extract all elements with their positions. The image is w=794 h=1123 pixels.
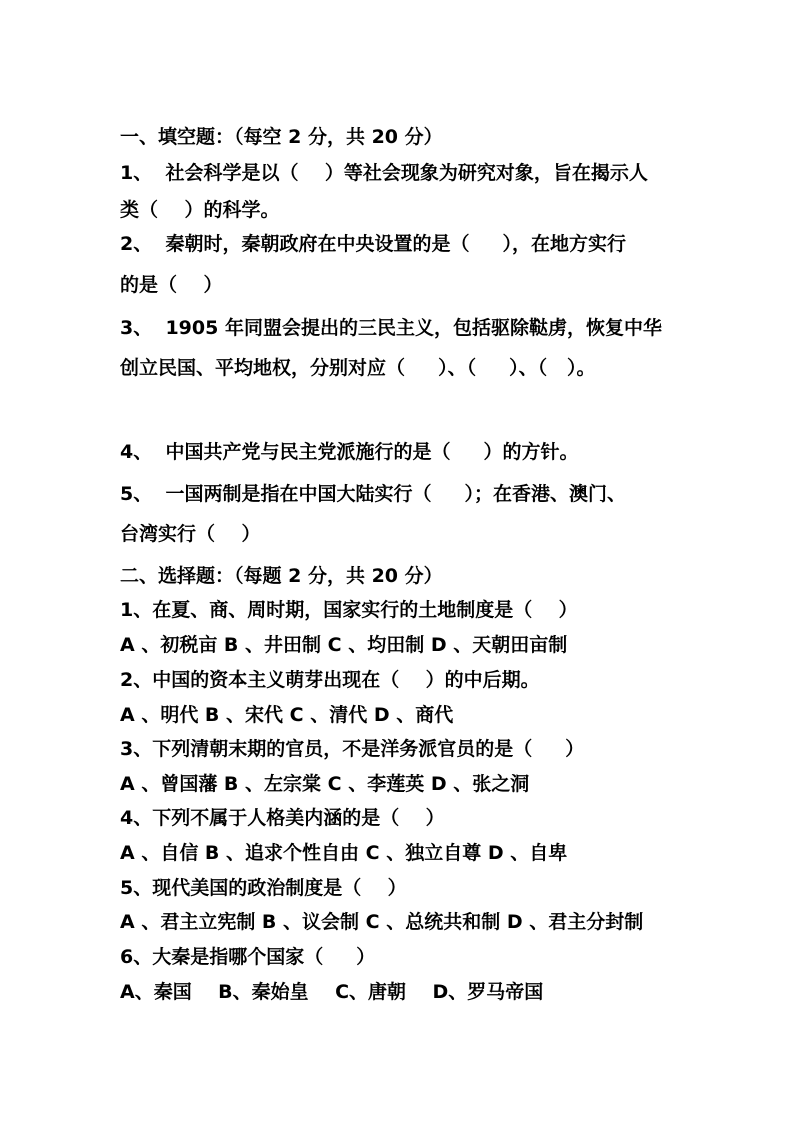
s1-q5-line2: 台湾实行（ ） bbox=[120, 523, 261, 545]
s2-q4-question: 4、下列不属于人格美内涵的是（ ） bbox=[120, 807, 445, 829]
section1-heading: 一、填空题：（每空 2 分，共 20 分） bbox=[120, 126, 443, 148]
s1-q3-line2: 创立民国、平均地权，分别对应（ ）、（ ）、（ ）。 bbox=[120, 357, 596, 379]
s1-q2-line1: 2、 秦朝时，秦朝政府在中央设置的是（ ），在地方实行 bbox=[120, 233, 627, 255]
s1-q5-line1: 5、 一国两制是指在中国大陆实行（ ）；在香港、澳门、 bbox=[120, 483, 627, 505]
s2-q3-question: 3、下列清朝末期的官员，不是洋务派官员的是（ ） bbox=[120, 738, 585, 760]
s2-q4-options: A 、自信 B 、追求个性自由 C 、独立自尊 D 、自卑 bbox=[120, 842, 568, 864]
s2-q6-question: 6、大秦是指哪个国家（ ） bbox=[120, 946, 376, 968]
s1-q3-line1: 3、 1905 年同盟会提出的三民主义，包括驱除鞑虏，恢复中华 bbox=[120, 317, 662, 339]
s2-q1-options: A 、初税亩 B 、井田制 C 、均田制 D 、天朝田亩制 bbox=[120, 634, 568, 656]
s2-q6-options: A、秦国 B、秦始皇 C、唐朝 D、罗马帝国 bbox=[120, 981, 544, 1003]
section2-heading: 二、选择题：（每题 2 分，共 20 分） bbox=[120, 565, 443, 587]
s1-q1-line1: 1、 社会科学是以（ ）等社会现象为研究对象，旨在揭示人 bbox=[120, 162, 648, 184]
s1-q2-line2: 的是（ ） bbox=[120, 274, 223, 296]
s2-q2-options: A 、明代 B 、宋代 C 、清代 D 、商代 bbox=[120, 704, 454, 726]
s2-q5-options: A 、君主立宪制 B 、议会制 C 、总统共和制 D 、君主分封制 bbox=[120, 911, 644, 933]
s1-q1-line2: 类（ ）的科学。 bbox=[120, 199, 280, 221]
s2-q1-question: 1、在夏、商、周时期，国家实行的土地制度是（ ） bbox=[120, 599, 578, 621]
s1-q4-line1: 4、 中国共产党与民主党派施行的是（ ）的方针。 bbox=[120, 441, 579, 463]
s2-q5-question: 5、现代美国的政治制度是（ ） bbox=[120, 877, 407, 899]
s2-q2-question: 2、中国的资本主义萌芽出现在（ ）的中后期。 bbox=[120, 669, 540, 691]
s2-q3-options: A 、曾国藩 B 、左宗棠 C 、李莲英 D 、张之洞 bbox=[120, 773, 530, 795]
